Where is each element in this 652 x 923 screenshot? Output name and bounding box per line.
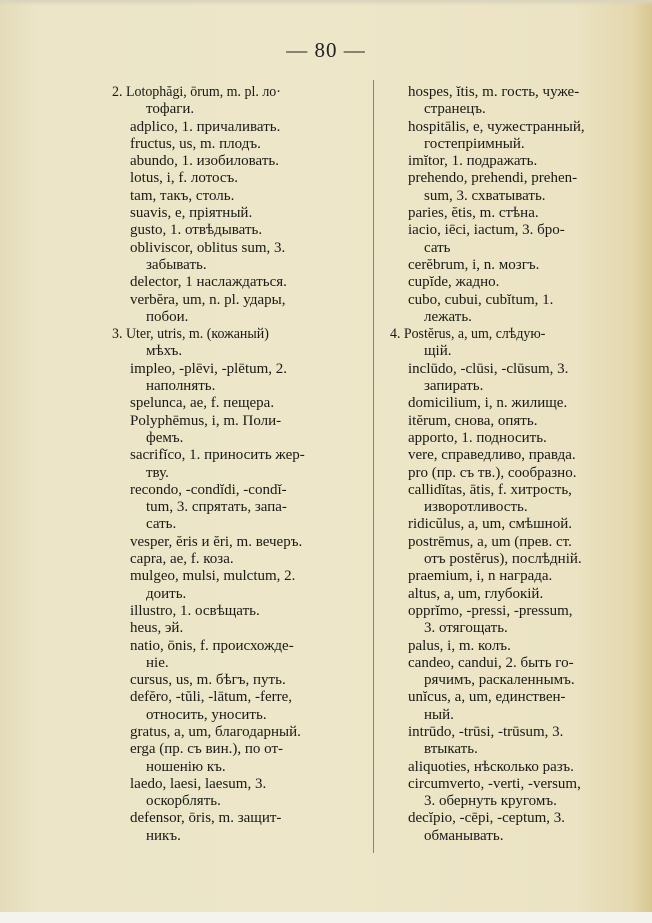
glossary-line-continuation: относить, уносить. <box>146 706 267 723</box>
glossary-entry: defĕro, -tŭli, -lātum, -ferre, <box>130 689 293 706</box>
glossary-entry: cursus, us, m. бѣгъ, путь. <box>130 672 286 689</box>
glossary-entry: postrēmus, a, um (прев. ст. <box>408 533 572 550</box>
glossary-entry: hospitālis, e, чужестранный, <box>408 118 585 135</box>
glossary-entry: aliquoties, нѣсколько разъ. <box>408 758 574 775</box>
glossary-entry: praemium, i, n награда. <box>408 568 553 585</box>
glossary-line-continuation: 3. обернуть кругомъ. <box>424 793 557 810</box>
glossary-line-continuation: отъ postĕrus), послѣдній. <box>424 551 582 568</box>
glossary-entry: gratus, a, um, благодарный. <box>130 723 301 740</box>
glossary-line-continuation: доить. <box>146 585 187 602</box>
glossary-entry: apporto, 1. подносить. <box>408 429 547 446</box>
page-top-shadow <box>0 0 652 6</box>
glossary-line-continuation: фемъ. <box>146 429 184 446</box>
glossary-entry: delector, 1 наслаждаться. <box>130 274 287 291</box>
left-column-glossary <box>112 84 368 845</box>
glossary-line-continuation: гостепріимный. <box>424 135 525 152</box>
glossary-line-continuation: оскорблять. <box>146 793 221 810</box>
column-divider <box>373 80 374 853</box>
glossary-line-continuation: обманывать. <box>424 827 504 844</box>
glossary-entry: defensor, ōris, m. защит- <box>130 810 282 827</box>
glossary-entry: gusto, 1. отвѣдывать. <box>130 222 263 239</box>
glossary-entry: inclūdo, -clūsi, -clūsum, 3. <box>408 360 569 377</box>
glossary-line-continuation: sum, 3. схватывать. <box>424 187 546 204</box>
glossary-line-continuation: ніе. <box>146 654 169 671</box>
glossary-entry: recondo, -condĭdi, -condĭ- <box>130 481 287 498</box>
glossary-line-continuation: мѣхъ. <box>146 343 183 360</box>
glossary-entry: sacrifĭco, 1. приносить жер- <box>130 447 305 464</box>
glossary-entry: obliviscor, oblitus sum, 3. <box>130 239 286 256</box>
glossary-section-entry: 3. Uter, utris, m. (кожаный) <box>112 326 269 343</box>
glossary-entry: pro (пр. съ тв.), сообразно. <box>408 464 577 481</box>
glossary-entry: adplico, 1. причаливать. <box>130 118 281 135</box>
glossary-entry: heus, эй. <box>130 620 184 637</box>
glossary-entry: capra, ae, f. коза. <box>130 551 234 568</box>
glossary-entry: iacio, iēci, iactum, 3. бро- <box>408 222 565 239</box>
glossary-entry: callidĭtas, ātis, f. хитрость, <box>408 481 572 498</box>
glossary-entry: decĭpio, -cēpi, -ceptum, 3. <box>408 810 566 827</box>
glossary-entry: cubo, cubui, cubĭtum, 1. <box>408 291 554 308</box>
glossary-line-continuation: 3. отягощать. <box>424 620 508 637</box>
glossary-line-continuation: никъ. <box>146 827 181 844</box>
glossary-entry: paries, ĕtis, m. стѣна. <box>408 205 539 222</box>
glossary-entry: itĕrum, снова, опять. <box>408 412 538 429</box>
glossary-entry: cerĕbrum, i, n. мозгъ. <box>408 256 540 273</box>
glossary-line-continuation: щій. <box>424 343 452 360</box>
glossary-entry: candeo, candui, 2. быть го- <box>408 654 574 671</box>
glossary-entry: vesper, ĕris и ĕri, m. вечеръ. <box>130 533 303 550</box>
glossary-line-continuation: тофаги. <box>146 101 195 118</box>
page-number: — 80 — <box>286 38 366 62</box>
glossary-line-continuation: странецъ. <box>424 101 486 118</box>
glossary-entry: vere, справедливо, правда. <box>408 447 576 464</box>
glossary-entry: spelunca, ae, f. пещера. <box>130 395 275 412</box>
glossary-section-entry: 2. Lotophăgi, ōrum, m. pl. ло· <box>112 84 281 100</box>
glossary-entry: imĭtor, 1. подражать. <box>408 153 538 170</box>
glossary-entry: natio, ōnis, f. происхожде- <box>130 637 294 654</box>
glossary-line-continuation: изворотливость. <box>424 499 528 516</box>
glossary-line-continuation: сать <box>424 239 451 256</box>
glossary-entry: unĭcus, a, um, единствен- <box>408 689 566 706</box>
glossary-line-continuation: tum, 3. спрятать, запа- <box>146 499 287 516</box>
glossary-entry: ridicŭlus, a, um, смѣшной. <box>408 516 572 533</box>
glossary-line-continuation: сать. <box>146 516 177 533</box>
right-column-glossary <box>390 84 634 845</box>
glossary-entry: fructus, us, m. плодъ. <box>130 135 261 152</box>
glossary-entry: tam, такъ, столь. <box>130 187 235 204</box>
glossary-line-continuation: ношенію къ. <box>146 758 226 775</box>
glossary-line-continuation: тву. <box>146 464 169 481</box>
glossary-entry: mulgeo, mulsi, mulctum, 2. <box>130 568 296 585</box>
glossary-entry: lotus, i, f. лотосъ. <box>130 170 239 187</box>
glossary-entry: suavis, e, пріятный. <box>130 205 253 222</box>
glossary-entry: circumverto, -verti, -versum, <box>408 775 581 792</box>
glossary-entry: altus, a, um, глубокій. <box>408 585 544 602</box>
glossary-line-continuation: побои. <box>146 308 189 325</box>
glossary-entry: cupĭde, жадно. <box>408 274 500 291</box>
glossary-line-continuation: запирать. <box>424 378 484 395</box>
glossary-entry: hospes, ĭtis, m. гость, чуже- <box>408 84 580 100</box>
glossary-entry: abundo, 1. изобиловать. <box>130 153 279 170</box>
glossary-entry: erga (пр. съ вин.), по от- <box>130 741 283 758</box>
glossary-entry: palus, i, m. колъ. <box>408 637 511 654</box>
glossary-entry: prehendo, prehendi, prehen- <box>408 170 578 187</box>
glossary-entry: opprĭmo, -pressi, -pressum, <box>408 602 573 619</box>
glossary-entry: impleo, -plēvi, -plētum, 2. <box>130 360 288 377</box>
glossary-entry: intrūdo, -trūsi, -trūsum, 3. <box>408 723 564 740</box>
glossary-entry: illustro, 1. освѣщать. <box>130 602 260 619</box>
glossary-entry: Polyphēmus, i, m. Поли- <box>130 412 282 429</box>
glossary-line-continuation: ный. <box>424 706 454 723</box>
glossary-section-entry: 4. Postĕrus, a, um, слѣдую- <box>390 326 546 343</box>
glossary-entry: domicilium, i, n. жилище. <box>408 395 568 412</box>
glossary-line-continuation: забывать. <box>146 256 207 273</box>
glossary-line-continuation: наполнять. <box>146 378 216 395</box>
glossary-entry: verbĕra, um, n. pl. удары, <box>130 291 286 308</box>
glossary-line-continuation: лежать. <box>424 308 472 325</box>
glossary-line-continuation: рячимъ, раскаленнымъ. <box>424 672 575 689</box>
glossary-line-continuation: втыкать. <box>424 741 478 758</box>
glossary-entry: laedo, laesi, laesum, 3. <box>130 775 267 792</box>
page-bottom-margin <box>0 912 652 923</box>
